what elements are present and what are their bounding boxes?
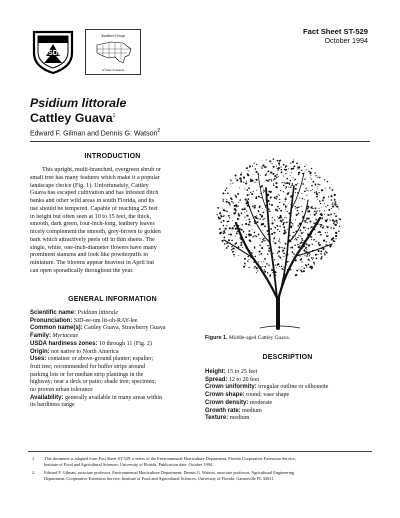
- introduction-line: miniature. The blooms appear heaviest in April but: [30, 260, 155, 266]
- crown-uniformity-row: Crown uniformity: irregular outline or silhouette: [205, 384, 329, 391]
- fact-sheet-number: Fact Sheet ST-529: [303, 27, 368, 36]
- crown-density-row: Crown density: moderate: [205, 399, 273, 406]
- authors: Edward F. Gilman and Dennis G. Watson$^2$: [30, 128, 161, 138]
- svg-text:USDA: USDA: [43, 50, 63, 57]
- growth-rate-row: Growth rate: medium: [205, 407, 262, 414]
- introduction-line: small tree has many features which make it a popular: [30, 174, 160, 181]
- footnote-divider: [28, 451, 372, 452]
- svg-text:Southern Group: Southern Group: [101, 34, 125, 38]
- figure-caption: Figure 1. Middle-aged Cattley Guava.: [205, 335, 291, 341]
- crown-shape-row: Crown shape: round; vase shape: [205, 392, 290, 399]
- footnote-1: 1. This document is adapted from Fact Sheet ST-529, a series of the Environmental Horticulture Department, Florida Cooperative Extension Service, Institute of Food and Agricultural Sciences, University of Florida. Publication date: October 1994.: [32, 456, 296, 467]
- uses-row-continued: no proven urban tolerance: [30, 387, 93, 394]
- pronunciation-row: Pronunciation: SID-ee-um lit-oh-RAY-lee: [30, 317, 138, 324]
- common-names-row: Common name(s): Cattley Guava, Strawberry Guava: [30, 325, 166, 332]
- introduction-paragraph: [30, 167, 195, 276]
- introduction-line: in height but often seen at 10 to 15 feet, the thick,: [30, 213, 151, 220]
- title-divider: [30, 141, 370, 142]
- uses-row: Uses: container or above-ground planter; espalier;: [30, 356, 154, 363]
- origin-row: Origin: not native to North America: [30, 348, 119, 355]
- texture-row: Texture: medium: [205, 415, 250, 422]
- uses-row-continued: fruit tree; recommended for buffer strips around: [30, 363, 146, 370]
- introduction-line: can open sporadically throughout the year.: [30, 267, 134, 274]
- introduction-line: bark which attractively peels off in thin sheets. The: [30, 236, 155, 243]
- introduction-line: landscape choice (Fig. 1). Unfortunately, Cattley: [30, 182, 149, 189]
- introduction-heading: INTRODUCTION: [84, 153, 141, 160]
- introduction-line: nicely complement the smooth, grey-brown to golden: [30, 229, 161, 235]
- height-row: Height: 15 to 25 feet: [205, 369, 258, 375]
- introduction-line: single, white, one-inch-diameter flowers have many: [30, 244, 157, 251]
- availability-row: Availability: generally available in many areas within: [30, 394, 163, 401]
- spread-row: Spread: 12 to 20 feet: [205, 376, 260, 383]
- uses-row-continued: highway; near a deck or patio; shade tree; specimen;: [30, 379, 156, 386]
- scientific-name-title: Psidium littorale: [30, 96, 127, 110]
- introduction-line: prominent stamens and look like powderpuffs in: [30, 252, 149, 259]
- introduction-line: This upright, multi-branched, evergreen shrub or: [42, 167, 161, 173]
- family-row: Family: Myrtaceae: [30, 333, 79, 340]
- common-name-title: Cattley Guava$^1$: [30, 111, 116, 125]
- availability-row-continued: its hardiness range: [30, 402, 75, 409]
- general-information-heading: GENERAL INFORMATION: [68, 296, 157, 303]
- svg-text:of State Foresters: of State Foresters: [101, 68, 125, 72]
- publication-date: October 1994: [324, 36, 368, 45]
- introduction-line: smooth, dark green, four-inch-long, leathery leaves: [30, 221, 155, 228]
- introduction-line: banks and other wild areas in south Florida, and its: [30, 198, 155, 204]
- introduction-line: Guava has escaped cultivation and has infested ditch: [30, 190, 159, 197]
- southern-group-logo: [85, 29, 141, 75]
- footnote-2: 2. Edward F. Gilman, associate professor, Environmental Horticulture Department; Dennis G. Watson, associate professor, Agricultural Engineering Department, Cooperative Extension Service, Institute of Food and Agricultural Sciences, University of Florida, Gainesville FL 32611.: [32, 470, 295, 481]
- hardiness-row: USDA hardiness zones: 10 through 11 (Fig. 2): [30, 340, 152, 347]
- usda-forest-service-logo: [30, 29, 76, 75]
- cattley-guava-tree-illustration: [208, 148, 350, 330]
- description-list: [205, 369, 375, 423]
- scientific-name-row: Scientific name: Psidium littorale: [30, 310, 119, 316]
- general-information-list: [30, 310, 205, 410]
- description-heading: DESCRIPTION: [262, 354, 313, 361]
- introduction-line: use should be tempered. Capable of reaching 25 feet: [30, 205, 158, 212]
- uses-row-continued: parking lots or for median strip plantings in the: [30, 371, 144, 378]
